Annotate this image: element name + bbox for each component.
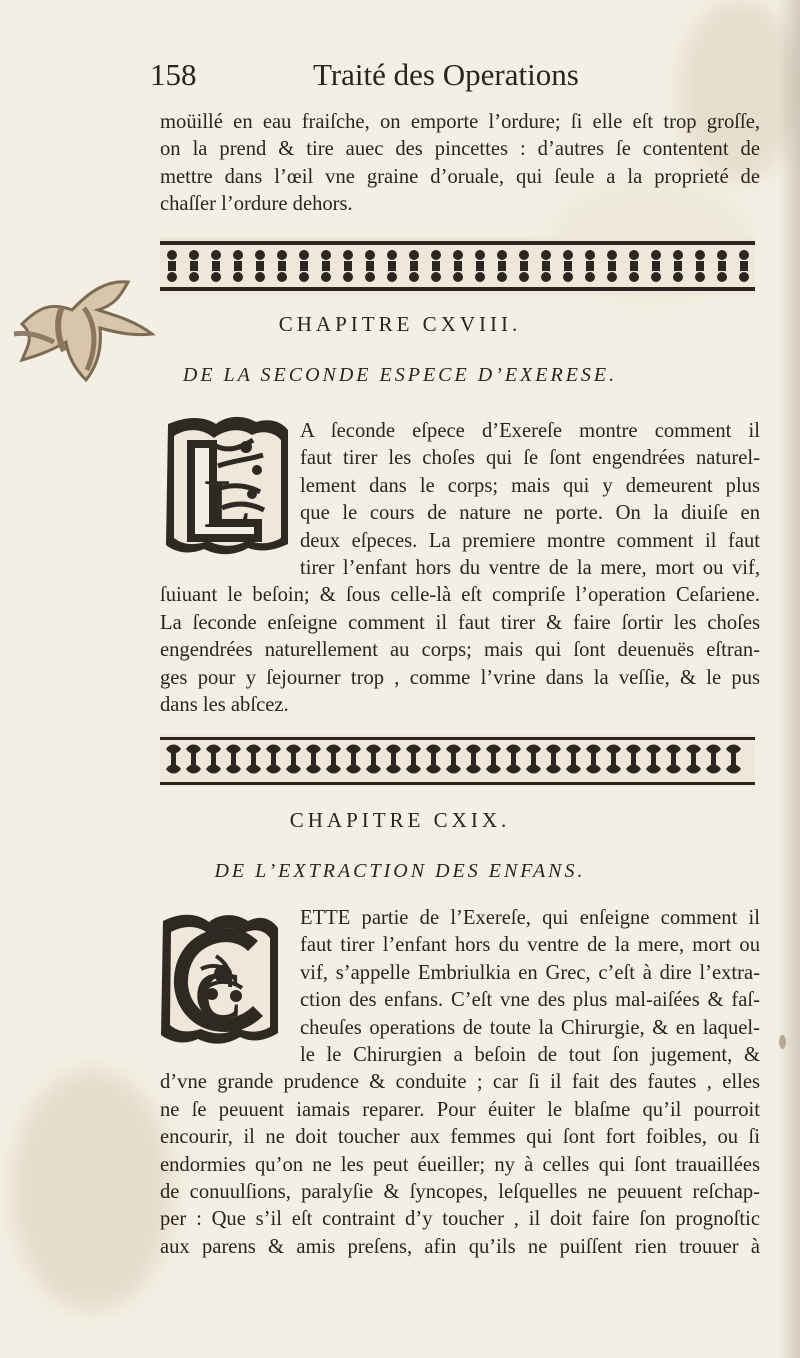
page-number: 158	[150, 57, 197, 92]
chapter-119-body	[160, 905, 760, 1261]
intro-line: on la prend & tire auec des pincettes : d’autres ſe contentent de	[160, 138, 760, 161]
decorative-border	[160, 237, 755, 295]
body-line: cheuſes operations de toute la Chirurgie, & en laquel-	[300, 1016, 760, 1039]
initial-c-letter: C	[194, 957, 244, 1033]
body-line: ETTE partie de l’Exereſe, qui enſeigne comment il	[300, 907, 760, 929]
running-title: Traité des Operations	[313, 57, 579, 92]
body-line: engendrées naturellement au corps; mais qui ſont deuenuës eſtran-	[160, 639, 760, 662]
body-line: le le Chirurgien a beſoin de tout ſon jugement, &	[300, 1043, 760, 1066]
decorative-border	[160, 735, 755, 787]
intro-line: chaſſer l’ordure dehors.	[160, 193, 353, 216]
body-line: de conuulſions, paralyſie & ſyncopes, leſquelles ne peuuent reſchap-	[160, 1180, 760, 1203]
body-line: faut tirer l’enfant hors du ventre de la mere, mort ou	[300, 934, 760, 957]
intro-line: mettre dans l’œil vne graine d’oruale, qui ſeule a la proprieté de	[160, 165, 760, 188]
body-line: vif, s’appelle Embriulkia en Grec, c’eſt à dire l’extra-	[300, 961, 760, 984]
body-line: endormies qu’on ne les peut éueiller; ny à celles qui ſont trauaillées	[160, 1153, 760, 1176]
body-line: d’vne grande prudence & conduite ; car ſi il fait des fautes , elles	[160, 1071, 760, 1094]
body-line: La ſeconde enſeigne comment il faut tirer & faire ſortir les choſes	[160, 611, 760, 634]
chapter-119-subtitle: DE L’EXTRACTION DES ENFANS.	[214, 860, 586, 882]
page-edge-mark	[779, 1035, 786, 1049]
chapter-118-body	[160, 418, 760, 719]
chapter-118-subtitle: DE LA SECONDE ESPECE D’EXERESE.	[182, 364, 618, 386]
intro-line: moüillé en eau fraiſche, on emporte l’ordure; ſi elle eſt trop groſſe,	[160, 111, 760, 133]
page-header	[150, 57, 780, 105]
body-line: tirer l’enfant hors du ventre de la mere, mort ou vif,	[300, 556, 760, 579]
chapter-118-title: CHAPITRE CXVIII.	[278, 312, 522, 336]
water-stain	[12, 1070, 172, 1310]
initial-l-letter: L	[204, 466, 251, 543]
body-line: deux eſpeces. La premiere montre comment il faut	[300, 529, 760, 552]
intro-paragraph	[160, 109, 760, 219]
body-line: per : Que s’il eſt contraint d’y toucher , il doit faire ſon prognoſtic	[160, 1208, 760, 1231]
body-line: encourir, il ne doit toucher aux femmes qui ſont fort foibles, ou ſi	[160, 1126, 760, 1149]
chapter-119-title: CHAPITRE CXIX.	[289, 808, 511, 832]
body-line: ges pour y ſejourner trop , comme l’vrine dans la veſſie, & le pus	[160, 666, 760, 689]
body-line: que le cours de nature ne porte. On la diuiſe en	[300, 502, 760, 525]
body-line: ction des enfans. C’eſt vne des plus mal-aiſées & faſ-	[300, 989, 760, 1012]
body-line: aux parens & amis preſens, afin qu’ils ne puiſſent rien trouuer à	[160, 1235, 760, 1258]
body-line: A ſeconde eſpece d’Exereſe montre comment il	[300, 420, 760, 442]
body-line: ne ſe peuuent iamais reparer. Pour éuiter le blaſme qu’il pourroit	[160, 1098, 760, 1121]
body-line: ſuiuant le beſoin; & ſous celle-là eſt compriſe l’operation Ceſariene.	[160, 584, 760, 607]
body-line: faut tirer les choſes qui ſe ſont engendrées naturel-	[300, 447, 760, 470]
binding-shadow	[778, 0, 800, 1358]
body-line: dans les abſcez.	[160, 693, 289, 716]
body-line: lement dans le corps; mais qui y demeurent plus	[300, 474, 760, 497]
